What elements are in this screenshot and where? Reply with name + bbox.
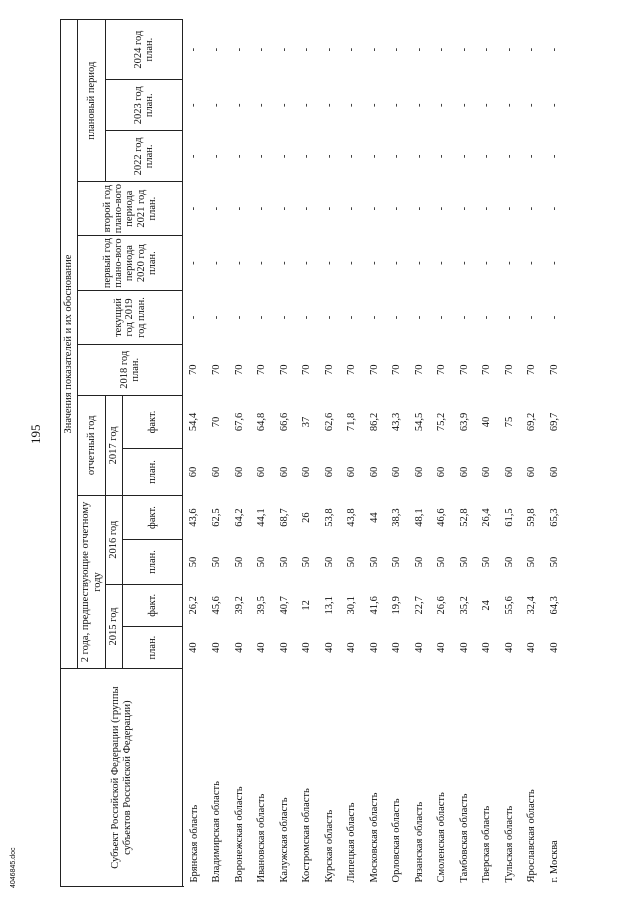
value-cell: 75 <box>503 416 515 428</box>
value-cell: 70 <box>481 364 493 376</box>
value-cell: 41,6 <box>368 596 380 615</box>
value-cell: - <box>548 47 560 52</box>
value-cell: - <box>301 261 313 265</box>
value-cell: 50 <box>548 556 560 568</box>
value-cell: 40 <box>346 642 358 653</box>
table-row <box>251 20 274 887</box>
value-cell: - <box>413 154 425 159</box>
value-cell: 40 <box>368 642 380 653</box>
value-cell: - <box>188 315 200 320</box>
value-cell: - <box>503 206 515 211</box>
value-cell: 62,5 <box>211 508 223 527</box>
y2022-header: 2022 год план. <box>106 131 183 182</box>
value-cell: - <box>256 206 268 211</box>
value-cell: 40 <box>481 416 493 428</box>
value-cell: - <box>256 47 268 52</box>
value-cell: 70 <box>233 364 245 376</box>
value-cell: - <box>346 261 358 265</box>
table-row <box>543 20 566 887</box>
value-cell: 40 <box>211 642 223 653</box>
value-cell: 50 <box>481 556 493 568</box>
table-row <box>521 20 544 887</box>
value-cell: 40,7 <box>278 596 290 615</box>
value-cell: - <box>346 103 358 108</box>
value-cell: 60 <box>481 466 493 478</box>
value-cell: - <box>458 154 470 159</box>
value-cell: - <box>211 103 223 108</box>
region-name: Брянская область <box>188 804 200 883</box>
values-group-header: Значения показателей и их обоснование <box>61 20 78 669</box>
value-cell: - <box>481 206 493 211</box>
value-cell: - <box>211 154 223 159</box>
value-cell: - <box>526 315 538 320</box>
value-cell: - <box>368 315 380 320</box>
value-cell: 70 <box>458 364 470 376</box>
value-cell: 40 <box>413 642 425 653</box>
y2018-header: 2018 год план. <box>78 344 183 395</box>
table-row <box>363 20 386 887</box>
value-cell: 38,3 <box>391 508 403 527</box>
value-cell: 40 <box>458 642 470 653</box>
plan-2016-header: план. <box>123 540 183 584</box>
value-cell: 35,2 <box>458 596 470 615</box>
value-cell: 43,8 <box>346 508 358 527</box>
value-cell: 64,3 <box>548 596 560 615</box>
value-cell: 22,7 <box>413 596 425 615</box>
value-cell: 50 <box>323 556 335 568</box>
value-cell: - <box>211 47 223 52</box>
value-cell: - <box>458 206 470 211</box>
year-2017-header: 2017 год <box>106 395 123 495</box>
value-cell: - <box>503 103 515 108</box>
value-cell: 62,6 <box>323 412 335 432</box>
value-cell: 40 <box>481 642 493 653</box>
value-cell: 50 <box>503 556 515 568</box>
value-cell: 26 <box>301 512 313 523</box>
value-cell: 40 <box>256 642 268 653</box>
value-cell: 70 <box>526 364 538 376</box>
region-name: Тверская область <box>481 805 493 883</box>
value-cell: - <box>211 261 223 265</box>
table-row <box>341 20 364 887</box>
value-cell: - <box>413 315 425 320</box>
value-cell: - <box>413 47 425 52</box>
value-cell: - <box>301 103 313 108</box>
value-cell: - <box>278 47 290 52</box>
value-cell: - <box>503 261 515 265</box>
value-cell: 50 <box>413 556 425 568</box>
value-cell: - <box>301 315 313 320</box>
table-row <box>183 20 206 887</box>
plan-2015-header: план. <box>123 626 183 668</box>
value-cell: 50 <box>436 556 448 568</box>
table-row <box>476 20 499 887</box>
region-name: Смоленская область <box>436 792 448 883</box>
value-cell: - <box>233 47 245 52</box>
value-cell: 60 <box>233 466 245 478</box>
value-cell: - <box>503 315 515 320</box>
current-year-header: текущий год 2019 год план. <box>78 291 183 344</box>
value-cell: 70 <box>503 364 515 376</box>
value-cell: 46,6 <box>436 508 448 527</box>
value-cell: 50 <box>233 556 245 568</box>
value-cell: 60 <box>391 466 403 478</box>
value-cell: 19,9 <box>391 596 403 615</box>
value-cell: 26,6 <box>436 596 448 615</box>
value-cell: - <box>391 261 403 265</box>
rotated-table-page <box>60 10 630 895</box>
value-cell: - <box>256 315 268 320</box>
value-cell: - <box>391 103 403 108</box>
subject-header: Субъект Российской Федерации (группы субъектов Российской Федерации) <box>61 669 183 887</box>
value-cell: 44,1 <box>256 508 268 527</box>
page-number: 195 <box>28 424 43 444</box>
value-cell: 13,1 <box>323 596 335 615</box>
value-cell: 43,3 <box>391 412 403 432</box>
value-cell: 60 <box>548 466 560 478</box>
value-cell: - <box>436 47 448 52</box>
value-cell: 63,9 <box>458 412 470 432</box>
report-year-header: отчетный год <box>78 395 106 495</box>
y2024-header: 2024 год план. <box>106 20 183 80</box>
value-cell: - <box>323 154 335 159</box>
value-cell: 68,7 <box>278 508 290 527</box>
value-cell: 50 <box>301 556 313 568</box>
value-cell: 40 <box>391 642 403 653</box>
year-2016-header: 2016 год <box>106 495 123 584</box>
value-cell: 24 <box>481 600 493 611</box>
value-cell: 59,8 <box>526 508 538 527</box>
value-cell: 70 <box>368 364 380 376</box>
table-row <box>206 20 229 887</box>
region-name: Воронежская область <box>233 786 245 883</box>
value-cell: 26,4 <box>481 508 493 527</box>
table-row <box>228 20 251 887</box>
value-cell: 69,7 <box>548 412 560 432</box>
value-cell: 50 <box>188 556 200 568</box>
region-name: Курская область <box>323 809 335 883</box>
value-cell: 69,2 <box>526 412 538 432</box>
table-row <box>296 20 319 887</box>
value-cell: 44 <box>368 512 380 523</box>
value-cell: - <box>211 206 223 211</box>
value-cell: - <box>278 206 290 211</box>
two-years-header: 2 года, предшествующие отчетному году <box>78 495 106 668</box>
value-cell: 40 <box>278 642 290 653</box>
value-cell: 70 <box>346 364 358 376</box>
value-cell: - <box>301 47 313 52</box>
value-cell: 70 <box>188 364 200 376</box>
value-cell: 70 <box>413 364 425 376</box>
value-cell: - <box>436 206 448 211</box>
value-cell: - <box>368 103 380 108</box>
y2023-header: 2023 год план. <box>106 80 183 131</box>
region-name: Тамбовская область <box>458 793 470 883</box>
value-cell: 48,1 <box>413 508 425 527</box>
value-cell: - <box>526 261 538 265</box>
footer-filename: 4046845.doc <box>10 847 17 888</box>
value-cell: 65,3 <box>548 508 560 527</box>
value-cell: - <box>323 315 335 320</box>
value-cell: - <box>391 47 403 52</box>
value-cell: 40 <box>233 642 245 653</box>
value-cell: - <box>278 103 290 108</box>
value-cell: 37 <box>301 416 313 428</box>
table-row <box>408 20 431 887</box>
value-cell: - <box>323 47 335 52</box>
value-cell: 40 <box>526 642 538 653</box>
value-cell: - <box>458 315 470 320</box>
value-cell: 52,8 <box>458 508 470 527</box>
value-cell: - <box>368 206 380 211</box>
value-cell: - <box>548 315 560 320</box>
year-2015-header: 2015 год <box>106 584 123 668</box>
value-cell: - <box>323 206 335 211</box>
value-cell: - <box>503 47 515 52</box>
value-cell: 12 <box>301 600 313 611</box>
value-cell: - <box>526 206 538 211</box>
value-cell: - <box>391 154 403 159</box>
value-cell: 50 <box>256 556 268 568</box>
value-cell: - <box>301 206 313 211</box>
value-cell: - <box>256 261 268 265</box>
value-cell: 55,6 <box>503 596 515 615</box>
value-cell: - <box>548 154 560 159</box>
value-cell: 67,6 <box>233 412 245 432</box>
value-cell: 70 <box>211 364 223 376</box>
value-cell: - <box>188 103 200 108</box>
table-row <box>386 20 409 887</box>
value-cell: - <box>391 206 403 211</box>
value-cell: - <box>188 154 200 159</box>
value-cell: 54,5 <box>413 412 425 432</box>
value-cell: 60 <box>188 466 200 478</box>
value-cell: - <box>436 154 448 159</box>
value-cell: - <box>323 103 335 108</box>
value-cell: 61,5 <box>503 508 515 527</box>
value-cell: - <box>188 261 200 265</box>
value-cell: 86,2 <box>368 412 380 432</box>
value-cell: - <box>346 47 358 52</box>
value-cell: 50 <box>278 556 290 568</box>
value-cell: 30,1 <box>346 596 358 615</box>
indicators-table <box>60 19 566 887</box>
value-cell: - <box>526 47 538 52</box>
value-cell: 60 <box>256 466 268 478</box>
value-cell: 75,2 <box>436 412 448 432</box>
value-cell: - <box>458 47 470 52</box>
value-cell: 60 <box>323 466 335 478</box>
value-cell: - <box>458 261 470 265</box>
value-cell: - <box>188 206 200 211</box>
value-cell: 50 <box>526 556 538 568</box>
value-cell: 60 <box>368 466 380 478</box>
value-cell: - <box>346 206 358 211</box>
value-cell: - <box>233 103 245 108</box>
region-name: Липецкая область <box>346 802 358 883</box>
value-cell: - <box>526 103 538 108</box>
value-cell: 60 <box>301 466 313 478</box>
value-cell: 70 <box>436 364 448 376</box>
value-cell: - <box>233 154 245 159</box>
value-cell: 40 <box>436 642 448 653</box>
value-cell: 26,2 <box>188 596 200 615</box>
value-cell: 43,6 <box>188 508 200 527</box>
value-cell: 50 <box>211 556 223 568</box>
table-row <box>453 20 476 887</box>
value-cell: - <box>526 154 538 159</box>
table-body <box>183 20 566 887</box>
fact-2016-header: факт. <box>123 495 183 539</box>
value-cell: 40 <box>188 642 200 653</box>
value-cell: - <box>503 154 515 159</box>
value-cell: 39,2 <box>233 596 245 615</box>
value-cell: - <box>256 154 268 159</box>
value-cell: - <box>278 154 290 159</box>
value-cell: 60 <box>436 466 448 478</box>
value-cell: 64,2 <box>233 508 245 527</box>
region-name: Владимирская область <box>211 781 223 883</box>
value-cell: 54,4 <box>188 412 200 432</box>
fact-2017-header: факт. <box>123 395 183 448</box>
value-cell: - <box>278 261 290 265</box>
value-cell: - <box>346 315 358 320</box>
value-cell: - <box>481 154 493 159</box>
value-cell: - <box>256 103 268 108</box>
value-cell: 70 <box>256 364 268 376</box>
value-cell: 66,6 <box>278 412 290 432</box>
first-plan-year-header: первый год плано-вого периода 2020 год план. <box>78 235 183 291</box>
value-cell: - <box>233 206 245 211</box>
value-cell: 45,6 <box>211 596 223 615</box>
value-cell: - <box>233 261 245 265</box>
value-cell: 60 <box>458 466 470 478</box>
table-row <box>498 20 521 887</box>
value-cell: 64,8 <box>256 412 268 432</box>
value-cell: - <box>481 47 493 52</box>
value-cell: 40 <box>323 642 335 653</box>
value-cell: 53,8 <box>323 508 335 527</box>
value-cell: 50 <box>391 556 403 568</box>
fact-2015-header: факт. <box>123 584 183 626</box>
value-cell: 60 <box>346 466 358 478</box>
region-name: Костромская область <box>301 788 313 883</box>
value-cell: - <box>548 261 560 265</box>
value-cell: - <box>436 315 448 320</box>
value-cell: 40 <box>503 642 515 653</box>
value-cell: - <box>548 103 560 108</box>
region-name: Орловская область <box>391 798 403 883</box>
value-cell: 60 <box>526 466 538 478</box>
value-cell: - <box>458 103 470 108</box>
value-cell: - <box>413 206 425 211</box>
table-row <box>318 20 341 887</box>
region-name: Ивановская область <box>256 793 268 883</box>
value-cell: 60 <box>211 466 223 478</box>
planning-period-header: плановый период <box>78 20 106 182</box>
value-cell: - <box>368 154 380 159</box>
value-cell: - <box>481 261 493 265</box>
value-cell: 60 <box>278 466 290 478</box>
value-cell: - <box>413 261 425 265</box>
value-cell: - <box>391 315 403 320</box>
value-cell: - <box>301 154 313 159</box>
region-name: г. Москва <box>548 840 560 883</box>
table-row <box>431 20 454 887</box>
value-cell: 60 <box>413 466 425 478</box>
value-cell: 70 <box>548 364 560 376</box>
region-name: Ярославская область <box>526 789 538 883</box>
value-cell: - <box>278 315 290 320</box>
value-cell: - <box>211 315 223 320</box>
value-cell: - <box>233 315 245 320</box>
value-cell: 60 <box>503 466 515 478</box>
value-cell: 70 <box>301 364 313 376</box>
value-cell: 50 <box>368 556 380 568</box>
value-cell: - <box>436 103 448 108</box>
value-cell: 39,5 <box>256 596 268 615</box>
value-cell: 70 <box>323 364 335 376</box>
value-cell: 70 <box>211 416 223 428</box>
value-cell: - <box>368 261 380 265</box>
region-name: Московская область <box>368 792 380 883</box>
region-name: Рязанская область <box>413 801 425 883</box>
second-plan-year-header: второй год плано-вого периода 2021 год план. <box>78 182 183 235</box>
value-cell: - <box>481 315 493 320</box>
value-cell: - <box>436 261 448 265</box>
value-cell: - <box>323 261 335 265</box>
plan-2017-header: план. <box>123 449 183 496</box>
value-cell: 71,8 <box>346 412 358 432</box>
value-cell: - <box>481 103 493 108</box>
value-cell: 40 <box>301 642 313 653</box>
value-cell: - <box>368 47 380 52</box>
table-row <box>273 20 296 887</box>
value-cell: 32,4 <box>526 596 538 615</box>
value-cell: - <box>188 47 200 52</box>
value-cell: 70 <box>278 364 290 376</box>
value-cell: - <box>413 103 425 108</box>
value-cell: 70 <box>391 364 403 376</box>
value-cell: - <box>346 154 358 159</box>
region-name: Калужская область <box>278 797 290 883</box>
value-cell: 50 <box>346 556 358 568</box>
region-name: Тульская область <box>503 805 515 883</box>
value-cell: - <box>548 206 560 211</box>
value-cell: 50 <box>458 556 470 568</box>
value-cell: 40 <box>548 642 560 653</box>
